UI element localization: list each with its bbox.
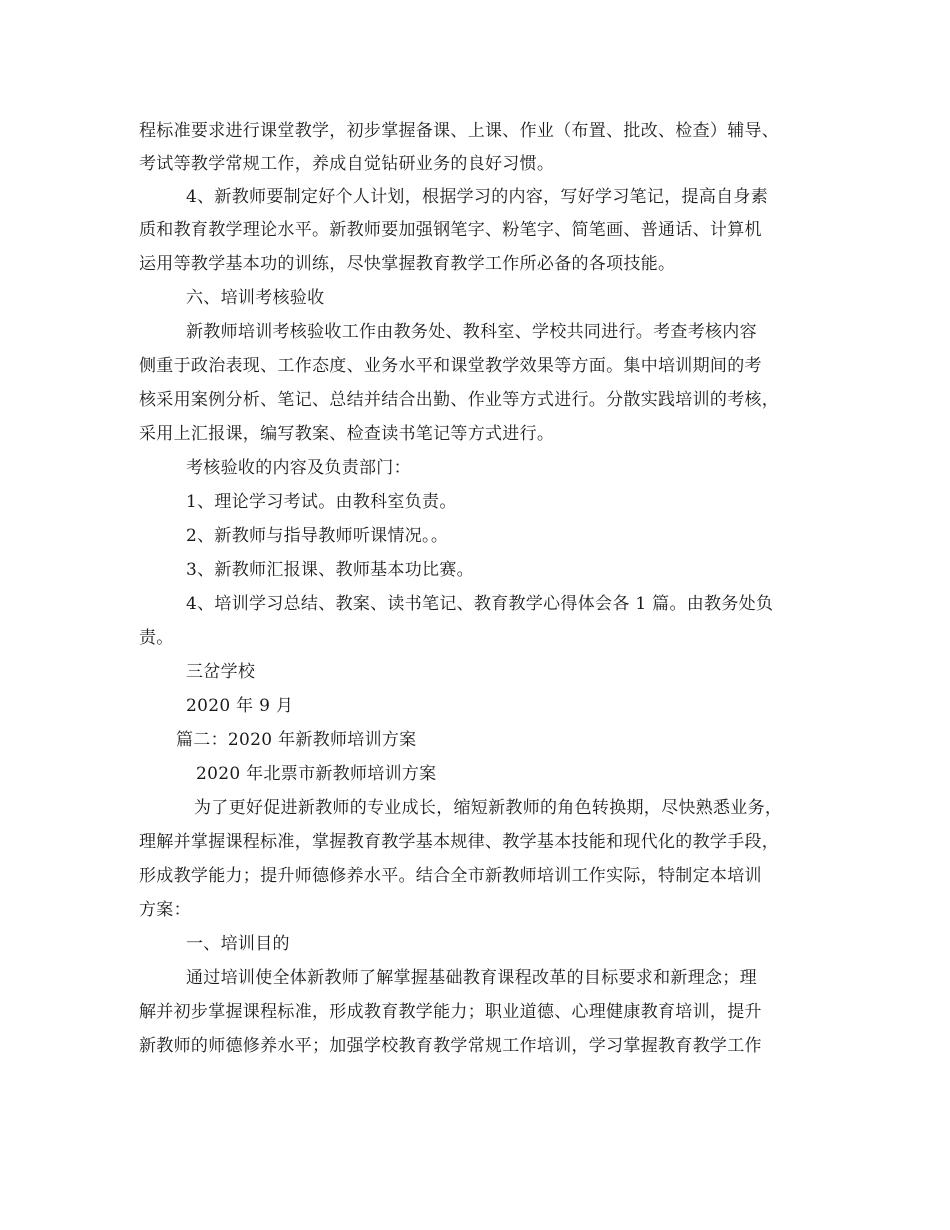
signature-date: 2020 年 9 月	[186, 696, 294, 716]
body-line: 运用等教学基本功的训练，尽快掌握教育教学工作所必备的各项技能。	[139, 254, 676, 274]
body-line: 采用上汇报课，编写教案、检查读书笔记等方式进行。	[139, 424, 555, 444]
body-line: 核采用案例分析、笔记、总结并结合出勤、作业等方式进行。分散实践培训的考核，	[139, 390, 780, 410]
paragraph-start: 通过培训使全体新教师了解掌握基础教育课程改革的目标要求和新理念；理	[186, 968, 757, 988]
signature-school: 三岔学校	[186, 662, 256, 682]
body-line: 侧重于政治表现、工作态度、业务水平和课堂教学效果等方面。集中培训期间的考	[139, 356, 762, 376]
list-item: 1、理论学习考试。由教科室负责。	[186, 492, 457, 512]
body-line: 程标准要求进行课堂教学，初步掌握备课、上课、作业（布置、批改、检查）辅导、	[139, 121, 780, 141]
section-heading: 一、培训目的	[186, 934, 290, 954]
section-heading: 六、培训考核验收	[186, 288, 325, 308]
body-line: 形成教学能力；提升师德修养水平。结合全市新教师培训工作实际，特制定本培训	[139, 866, 762, 886]
chapter-title: 篇二：2020 年新教师培训方案	[176, 730, 417, 750]
body-line: 新教师的师德修养水平；加强学校教育教学常规工作培训，学习掌握教育教学工作	[139, 1036, 762, 1056]
list-intro: 考核验收的内容及负责部门：	[186, 458, 411, 478]
numbered-item-4: 4、新教师要制定好个人计划，根据学习的内容，写好学习笔记，提高自身素	[186, 187, 769, 207]
body-line: 责。	[139, 628, 174, 648]
body-line: 考试等教学常规工作，养成自觉钻研业务的良好习惯。	[139, 154, 555, 174]
list-item: 2、新教师与指导教师听课情况。。	[186, 526, 449, 546]
body-line: 解并初步掌握课程标准，形成教育教学能力；职业道德、心理健康教育培训，提升	[139, 1002, 762, 1022]
list-item: 4、培训学习总结、教案、读书笔记、教育教学心得体会各 1 篇。由教务处负	[186, 594, 774, 614]
paragraph-start: 新教师培训考核验收工作由教务处、教科室、学校共同进行。考查考核内容	[186, 322, 757, 342]
document-title: 2020 年北票市新教师培训方案	[196, 764, 437, 784]
body-line: 方案：	[139, 900, 191, 920]
body-line: 理解并掌握课程标准，掌握教育教学基本规律、教学基本技能和现代化的教学手段，	[139, 832, 780, 852]
body-line: 质和教育教学理论水平。新教师要加强钢笔字、粉笔字、简笔画、普通话、计算机	[139, 220, 762, 240]
list-item: 3、新教师汇报课、教师基本功比赛。	[186, 560, 474, 580]
paragraph-start: 为了更好促进新教师的专业成长，缩短新教师的角色转换期，尽快熟悉业务，	[194, 798, 783, 818]
